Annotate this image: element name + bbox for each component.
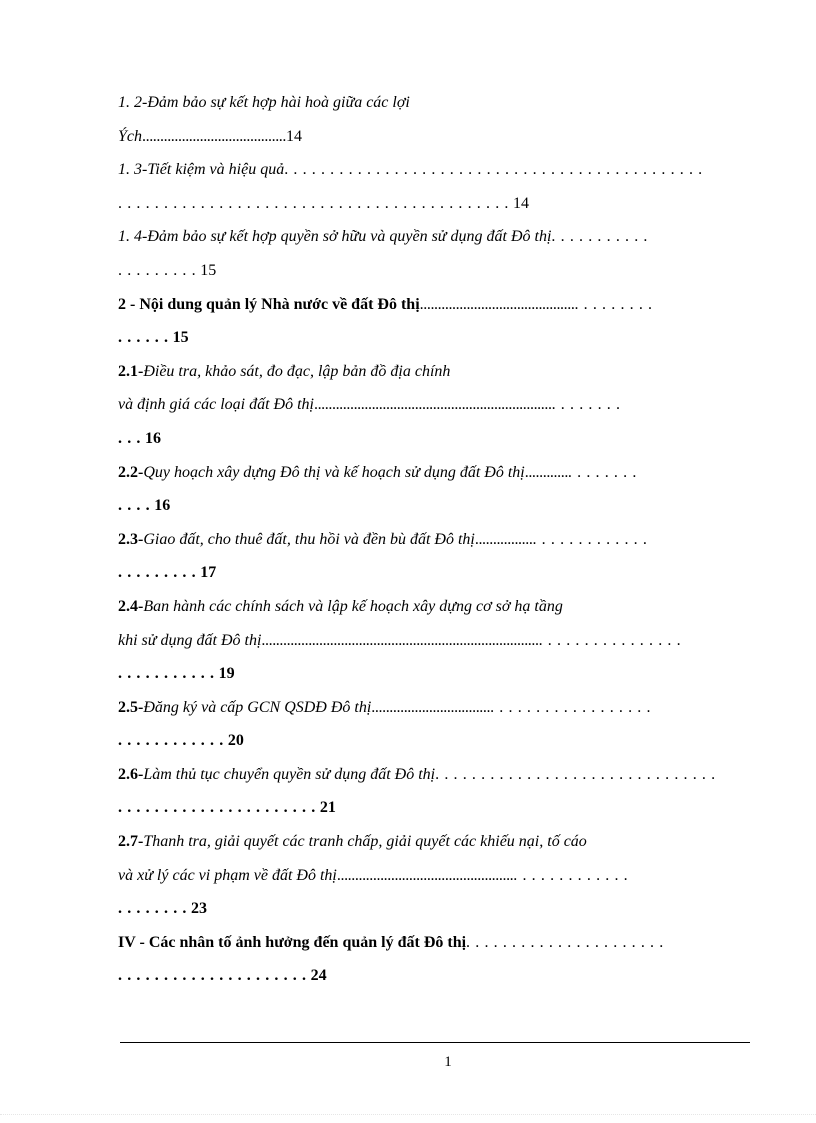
toc-entry-1-3-line-2 <box>118 190 750 224</box>
toc-page-number: 23 <box>191 900 207 918</box>
toc-entry-number: 2.6- <box>118 765 144 783</box>
toc-entry-2-2-line-2 <box>118 492 750 526</box>
toc-page-number: 14 <box>286 127 303 145</box>
toc-entry-1-4-line-1 <box>118 223 750 257</box>
toc-leader: ........................................ <box>142 127 287 145</box>
toc-entry-title: Thanh tra, giải quyết các tranh chấp, giải quyết các khiếu nại, tố cáo <box>143 833 587 851</box>
toc-leader: . . . . . . . . <box>567 463 637 481</box>
footer-page-number: 1 <box>444 1054 452 1070</box>
toc-entry-1-2-line-2 <box>118 123 750 157</box>
toc-leader: . . . . . . . . . . . . . . . . . . . . . . . . . . . . . . . . . . . . . . . . . . . . . . <box>284 161 703 179</box>
toc-leader: . . . . . . . . <box>118 900 187 918</box>
toc-entry-2-3-line-2 <box>118 559 750 593</box>
toc-entry-title: 1. 2-Đảm bảo sự kết hợp hài hoà giữa các lợi <box>118 94 410 111</box>
toc-entry-title: và định giá các loại đất Đô thị <box>118 396 314 414</box>
toc-leader: ................ <box>474 530 533 548</box>
footer-rule <box>120 1042 750 1043</box>
toc-page-number: 16 <box>145 429 161 447</box>
toc-page-number: 15 <box>172 329 189 347</box>
toc-leader: . . . . . . . . . . . <box>118 665 215 683</box>
toc-page-number: 14 <box>513 194 529 212</box>
toc-entry-title: IV - Các nhân tố ảnh hưởng đến quản lý đất Đô thị <box>118 933 467 951</box>
toc-entry-1-3-line-1 <box>118 156 750 190</box>
toc-entry-title: khi sử dụng đất Đô thị <box>118 631 262 649</box>
toc-entry-2-4-line-1 <box>118 593 750 627</box>
table-of-contents <box>118 89 750 996</box>
toc-entry-number: 2.2- <box>118 463 144 481</box>
toc-entry-title: Giao đất, cho thuê đất, thu hồi và đền bù đất Đô thị <box>143 530 475 548</box>
toc-leader: . . . . . . . . <box>551 396 621 414</box>
toc-entry-2-3-line-1 <box>118 526 750 560</box>
toc-entry-number: 2.7- <box>118 833 144 851</box>
toc-entry-1-4-line-2 <box>118 257 750 291</box>
toc-entry-title: 2 - Nội dung quản lý Nhà nước về đất Đô thị <box>118 295 420 313</box>
toc-entry-title: 1. 4-Đảm bảo sự kết hợp quyền sở hữu và quyền sử dụng đất Đô thị <box>118 228 552 246</box>
toc-leader: . . . . . . . . . <box>118 261 197 279</box>
toc-entry-2-1-line-3 <box>118 425 750 459</box>
toc-leader: .................................................................. <box>313 396 552 414</box>
toc-entry-iv-line-2 <box>118 962 750 996</box>
toc-page-number: 19 <box>218 665 235 683</box>
toc-entry-title: 1. 3-Tiết kiệm và hiệu quả <box>118 161 285 179</box>
toc-entry-2-1-line-1 <box>118 358 750 392</box>
toc-leader: ................................. <box>371 698 491 716</box>
toc-entry-iv-line-1 <box>118 929 750 963</box>
toc-page-number: 24 <box>310 967 327 985</box>
toc-leader: . . . . . . . . . . . . . . . . . . <box>490 698 652 716</box>
toc-leader: . . . . . . . . . . . . . . . . . . . . . . <box>466 933 664 951</box>
toc-page-number: 17 <box>200 564 217 582</box>
toc-leader: . . . . . . . . . . . . . <box>532 530 648 548</box>
toc-leader: . . . . . . . . . . . <box>551 228 649 246</box>
toc-leader: . . . . . . <box>118 329 169 347</box>
toc-page-number: 15 <box>200 261 217 279</box>
toc-entry-title: Làm thủ tục chuyển quyền sử dụng đất Đô thị <box>143 765 436 783</box>
toc-entry-title: Ých <box>118 127 142 145</box>
toc-entry-2-line-2 <box>118 324 750 358</box>
toc-entry-2-6-line-1 <box>118 761 750 795</box>
toc-entry-2-4-line-3 <box>118 660 750 694</box>
toc-leader: . . . . . . . . . . . . . . . . . . . . . . . . . . . . . . . <box>435 765 716 783</box>
toc-leader: ............ <box>524 463 568 481</box>
toc-entry-2-line-1 <box>118 291 750 325</box>
toc-entry-number: 2.5- <box>118 698 144 716</box>
toc-entry-title: Quy hoạch xây dựng Đô thị và kế hoạch sử dụng đất Đô thị <box>143 463 525 481</box>
toc-leader: . . . . . . . . . . . . . . . . . . . . . <box>118 967 307 985</box>
toc-leader: . . . . . . . . . . . . . . . . <box>538 631 682 649</box>
toc-entry-2-2-line-1 <box>118 459 750 493</box>
toc-entry-1-2-line-1 <box>118 89 750 123</box>
toc-entry-2-6-line-2 <box>118 794 750 828</box>
toc-leader: ............................................................................. <box>261 631 539 649</box>
toc-leader: . . . . . . . . . <box>118 564 197 582</box>
toc-leader: ................................................. <box>336 866 514 884</box>
toc-page-number: 21 <box>319 799 336 817</box>
page-bottom-border <box>0 1114 816 1115</box>
toc-leader: . . . . . . . . . . . . . . . . . . . . . . <box>118 799 316 817</box>
toc-entry-title: Ban hành các chính sách và lập kế hoạch xây dựng cơ sở hạ tầng <box>143 597 563 615</box>
toc-entry-2-4-line-2 <box>118 627 750 661</box>
toc-entry-title: Đăng ký và cấp GCN QSDĐ Đô thị <box>143 698 372 716</box>
toc-leader: . . . . . . . . . <box>574 295 653 313</box>
toc-entry-number: 2.4- <box>118 597 144 615</box>
toc-entry-2-1-line-2 <box>118 391 750 425</box>
toc-leader: . . . . . . . . . . . . . . . . . . . . . . . . . . . . . . . . . . . . . . . . . . . <box>118 194 509 212</box>
toc-entry-title: và xử lý các vi phạm về đất Đô thị <box>118 866 337 884</box>
toc-entry-title: Điều tra, khảo sát, đo đạc, lập bản đồ địa chính <box>143 362 451 380</box>
toc-entry-2-5-line-1 <box>118 694 750 728</box>
toc-leader: . . . . . . . . . . . . <box>118 732 224 750</box>
toc-entry-2-7-line-1 <box>118 828 750 862</box>
toc-entry-2-7-line-3 <box>118 895 750 929</box>
toc-entry-2-7-line-2 <box>118 862 750 896</box>
toc-entry-2-5-line-2 <box>118 727 750 761</box>
toc-entry-number: 2.1- <box>118 362 144 380</box>
toc-leader: . . . . <box>118 497 151 515</box>
toc-page-number: 20 <box>227 732 244 750</box>
toc-leader: . . . . . . . . . . . . . <box>513 866 629 884</box>
toc-page-number: 16 <box>154 497 171 515</box>
toc-leader: ........................................... <box>419 295 575 313</box>
toc-leader: . . . <box>118 429 141 447</box>
toc-entry-number: 2.3- <box>118 530 144 548</box>
